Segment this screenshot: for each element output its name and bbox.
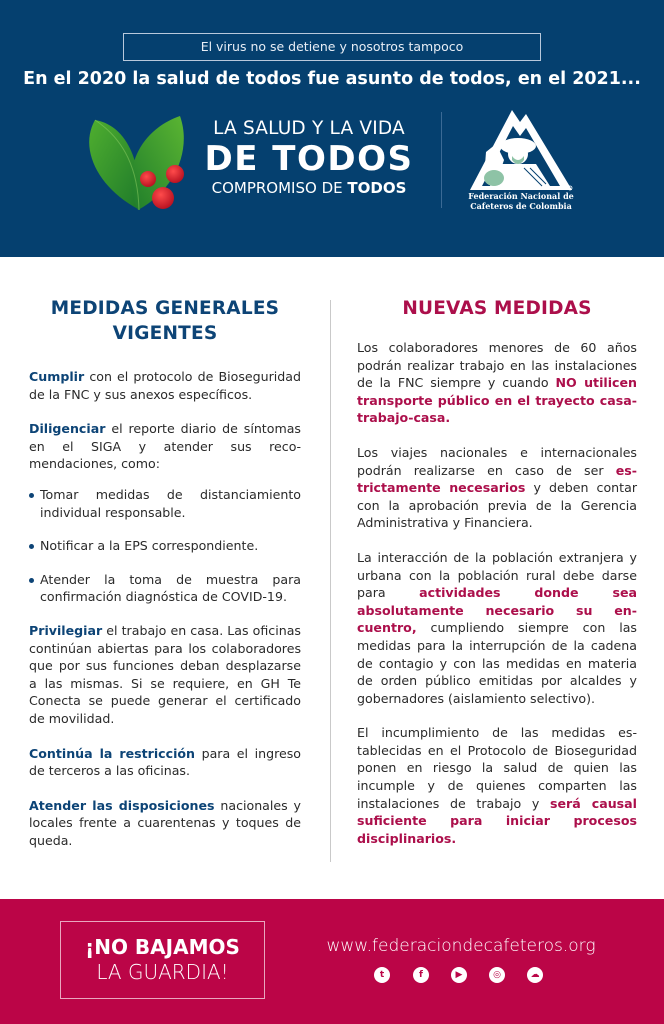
general-measures-title-line1: MEDIDAS GENERALES <box>50 298 280 319</box>
header-divider <box>441 112 442 208</box>
measure-keyword: Continúa la restricción <box>29 745 196 761</box>
measure-text: para el ingreso de terceros a las oficinas. <box>29 745 301 779</box>
organization-name <box>452 191 590 211</box>
tagline-box <box>123 33 541 61</box>
bullet-icon <box>29 544 34 549</box>
new-measure-text: y deben contar con la aprobación previa de la Gerencia Administrativa y Financiera. <box>357 480 637 531</box>
recommendations-list <box>29 486 301 606</box>
slogan-line1: ¡NO BAJAMOS <box>85 935 240 959</box>
organization-name-line1: Federación Nacional de <box>468 191 574 201</box>
general-measures-title <box>29 296 301 346</box>
new-measures-title: NUEVAS MEDIDAS <box>402 298 592 319</box>
slogan-line2: LA GUARDIA! <box>96 960 229 984</box>
juan-valdez-mountain-logo <box>460 102 580 197</box>
measure-paragraph <box>29 368 301 403</box>
measure-paragraph <box>29 420 301 473</box>
column-divider <box>330 300 331 862</box>
new-measure-text: cumpliendo siempre con las medidas para la interrupción de la cadena de contagio y con las medidas en materia de orden público emitidas por alcaldes y gobernadores (aislamiento selectivo). <box>357 620 637 706</box>
campaign-line1: LA SALUD Y LA VIDA <box>213 118 405 139</box>
new-measure-text: Los viajes nacionales e internacionales podrán realizarse en caso de ser <box>357 444 637 478</box>
list-item <box>29 537 301 555</box>
headline <box>0 66 664 92</box>
new-measure-text: Los colaboradores menores de 60 años podrán realizar trabajo en las instalaciones de la FNC siempre y cuando <box>357 340 637 391</box>
bullet-icon <box>29 493 34 498</box>
new-measures-column <box>357 296 637 864</box>
measure-text: nacionales y locales frente a cuarentenas y toques de queda. <box>29 797 301 848</box>
organization-name-line2: Cafeteros de Colombia <box>470 201 572 211</box>
new-measure-paragraph <box>357 549 637 707</box>
campaign-title <box>195 118 423 198</box>
social-links <box>370 967 550 983</box>
measure-keyword: Atender las disposiciones <box>29 797 215 813</box>
headline-bold: en el 2021... <box>517 69 641 89</box>
slogan-box <box>60 921 265 999</box>
instagram-icon[interactable]: ◎ <box>489 967 505 983</box>
campaign-line3-bold: TODOS <box>347 179 407 197</box>
list-item <box>29 486 301 521</box>
new-measure-emphasis: estrictamente necesarios <box>357 462 637 496</box>
footer-banner <box>0 899 664 1024</box>
new-measure-emphasis: actividades donde sea absolutamente necesario su encuentro, <box>357 585 637 636</box>
measure-text: con el protocolo de Bioseguridad de la FNC y sus anexos específicos. <box>29 369 301 402</box>
new-measure-paragraph <box>357 339 637 427</box>
new-measure-paragraph <box>357 444 637 532</box>
campaign-line3 <box>195 178 423 198</box>
measure-keyword: Privilegiar <box>29 622 103 638</box>
header-banner <box>0 0 664 257</box>
youtube-icon[interactable]: ▶ <box>451 967 467 983</box>
measure-keyword: Diligenciar <box>29 421 106 437</box>
measure-text: el reporte diario de síntomas en el SIGA y atender sus recomendaciones, como: <box>29 421 301 472</box>
list-item-text: Atender la toma de muestra para confirmación diagnóstica de COVID-19. <box>40 571 301 605</box>
bullet-icon <box>29 578 34 583</box>
heart-leaves-coffee-cherries-icon <box>80 110 190 215</box>
headline-regular: En el 2020 la salud de todos fue asunto de todos, <box>23 69 512 89</box>
measure-paragraph <box>29 622 301 728</box>
measure-keyword: Cumplir <box>29 369 85 384</box>
twitter-icon[interactable]: t <box>374 967 390 983</box>
campaign-line2: DE TODOS <box>204 139 414 179</box>
measure-paragraph <box>29 797 301 850</box>
list-item <box>29 571 301 606</box>
campaign-line3-regular: COMPROMISO DE <box>211 179 343 197</box>
website-link[interactable]: www.federaciondecafeteros.org <box>326 936 596 956</box>
new-measure-text: El incumplimiento de las medidas establecidas en el Protocolo de Bioseguridad ponen en riesgo la salud de quien las incumple y de quienes comparten las instalaciones de trabajo y <box>357 725 637 811</box>
soundcloud-icon[interactable]: ☁ <box>527 967 543 983</box>
facebook-icon[interactable]: f <box>413 967 429 983</box>
measure-text: el trabajo en casa. Las oficinas continúan abiertas para los colaboradores que por sus funciones deban desplazarse a las mismas. Si se requiere, en GH Te Conecta se puede generar el certificado de movilidad. <box>29 622 301 726</box>
general-measures-column <box>29 296 301 866</box>
tagline-text: El virus no se detiene y nosotros tampoco <box>200 39 464 54</box>
list-item-text: Tomar medidas de distanciamiento individual responsable. <box>40 486 301 520</box>
new-measure-paragraph <box>357 724 637 847</box>
new-measure-emphasis: NO utilicen transporte público en el trayecto casa-trabajo-casa. <box>357 375 637 426</box>
new-measure-text: La interacción de la población extranjera y urbana con la población rural debe darse para <box>357 549 637 601</box>
measure-paragraph <box>29 745 301 780</box>
list-item-text: Notificar a la EPS correspondiente. <box>40 538 259 554</box>
general-measures-title-line2: VIGENTES <box>112 323 218 344</box>
new-measure-emphasis: será causal suficiente para iniciar procesos disciplinarios. <box>357 795 637 846</box>
